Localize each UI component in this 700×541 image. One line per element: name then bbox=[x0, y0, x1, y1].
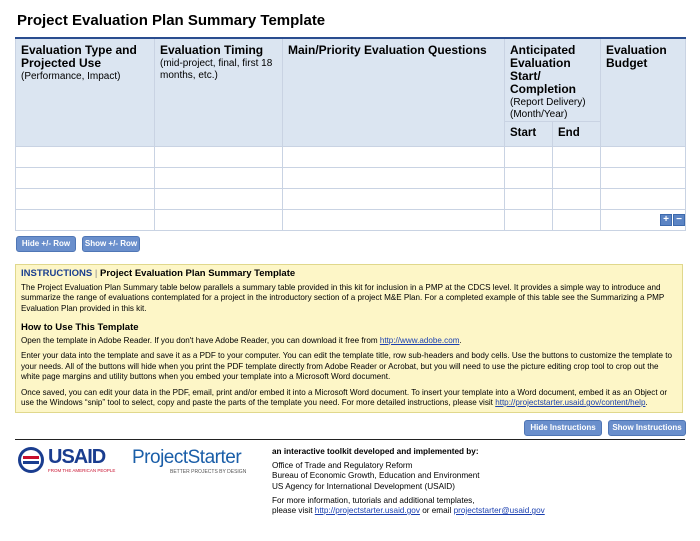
adobe-link[interactable]: http://www.adobe.com bbox=[379, 335, 460, 345]
table-cell[interactable] bbox=[155, 147, 283, 168]
footer-divider bbox=[15, 439, 685, 440]
table-cell[interactable] bbox=[505, 210, 553, 231]
page-title: Project Evaluation Plan Summary Template bbox=[17, 12, 326, 29]
evaluation-plan-table bbox=[15, 37, 686, 231]
help-link[interactable]: http://projectstarter.usaid.gov/content/help bbox=[495, 398, 646, 407]
table-cell[interactable] bbox=[553, 147, 601, 168]
instructions-heading: INSTRUCTIONS | Project Evaluation Plan Summary Template bbox=[21, 268, 296, 279]
instructions-step-3: Once saved, you can edit your data in the PDF, email, print and/or embed it into a Microsoft Word document. To insert your template into a Word document, embed it as an Object or use the Windows “snip” tool to select, copy and paste the parts of the template you need. For more detailed instructions, please visit http://projectstarter.usaid.gov/content/help. bbox=[21, 387, 668, 407]
footer-credits: an interactive toolkit developed and implemented by: Office of Trade and Regulatory Reform Bureau of Economic Growth, Education and Environment US Agency for International Development (USAID) For more information, tutorials and additional templates, please visit http://projectstarter.usaid.gov or email projectstarter@usaid.gov bbox=[272, 447, 545, 516]
table-cell[interactable] bbox=[601, 189, 686, 210]
table-cell[interactable] bbox=[155, 168, 283, 189]
instructions-panel bbox=[15, 264, 683, 413]
table-cell[interactable] bbox=[16, 168, 155, 189]
header-evaluation-type[interactable]: Evaluation Type and Projected Use (Performance, Impact) bbox=[16, 38, 155, 147]
projectstarter-logo: ProjectStarter BETTER PROJECTS BY DESIGN bbox=[132, 447, 247, 475]
usaid-logo: USAID FROM THE AMERICAN PEOPLE bbox=[16, 446, 116, 476]
table-cell[interactable] bbox=[553, 168, 601, 189]
table-cell[interactable] bbox=[505, 147, 553, 168]
table-cell[interactable] bbox=[601, 147, 686, 168]
subheader-end[interactable]: End bbox=[553, 122, 601, 147]
show-row-button[interactable]: Show +/- Row bbox=[82, 236, 140, 252]
hide-instructions-button[interactable]: Hide Instructions bbox=[524, 420, 602, 436]
table-cell[interactable] bbox=[16, 189, 155, 210]
table-cell[interactable] bbox=[16, 147, 155, 168]
header-evaluation-questions[interactable]: Main/Priority Evaluation Questions bbox=[283, 38, 505, 147]
subheader-start[interactable]: Start bbox=[505, 122, 553, 147]
header-evaluation-budget[interactable]: Evaluation Budget bbox=[601, 38, 686, 147]
remove-row-button[interactable]: − bbox=[673, 214, 685, 226]
table-cell[interactable] bbox=[505, 168, 553, 189]
table-cell[interactable] bbox=[283, 147, 505, 168]
table-cell[interactable] bbox=[283, 210, 505, 231]
table-row bbox=[16, 168, 686, 189]
table-row bbox=[16, 210, 686, 231]
table-cell[interactable] bbox=[505, 189, 553, 210]
hide-row-button[interactable]: Hide +/- Row bbox=[16, 236, 76, 252]
table-cell[interactable] bbox=[283, 189, 505, 210]
table-row bbox=[16, 189, 686, 210]
table-cell[interactable] bbox=[155, 189, 283, 210]
instructions-intro: The Project Evaluation Plan Summary table below parallels a summary table provided in this kit for inclusion in a PMP at the CDCS level. It provides a simple way to introduce and summarize the range of evaluations contemplated for a project in the introductory section of a project M&E Plan. For a completed example of this table see the Summarizing a PMP Evaluation Plan provided in this kit. bbox=[21, 282, 665, 313]
instructions-step-2: Enter your data into the template and save it as a PDF to your computer. You can edit the template title, row sub-headers and body cells. Use the buttons to customize the template to your needs. All of the buttons will hide when you print the PDF template directly from Adobe Reader or Acrobat, but you will need to use the picture editing crop tool to crop out the white page margins and utility buttons when you embed your template into a Microsoft Word document. bbox=[21, 351, 673, 381]
instructions-step-1: Open the template in Adobe Reader. If you don't have Adobe Reader, you can download it free from http://www.adobe.com. bbox=[21, 335, 462, 345]
table-cell[interactable] bbox=[155, 210, 283, 231]
add-row-button[interactable]: + bbox=[660, 214, 672, 226]
email-link[interactable]: projectstarter@usaid.gov bbox=[453, 506, 545, 516]
header-anticipated-start-completion[interactable]: Anticipated Evaluation Start/ Completion (Report Delivery) (Month/Year) bbox=[505, 38, 601, 122]
table-row bbox=[16, 147, 686, 168]
table-cell[interactable] bbox=[553, 210, 601, 231]
show-instructions-button[interactable]: Show Instructions bbox=[608, 420, 686, 436]
header-evaluation-timing[interactable]: Evaluation Timing (mid-project, final, first 18 months, etc.) bbox=[155, 38, 283, 147]
table-cell[interactable] bbox=[283, 168, 505, 189]
table-cell[interactable] bbox=[601, 168, 686, 189]
table-cell[interactable] bbox=[16, 210, 155, 231]
howto-heading: How to Use This Template bbox=[21, 322, 139, 333]
projectstarter-link[interactable]: http://projectstarter.usaid.gov bbox=[314, 506, 420, 516]
table-cell[interactable] bbox=[553, 189, 601, 210]
